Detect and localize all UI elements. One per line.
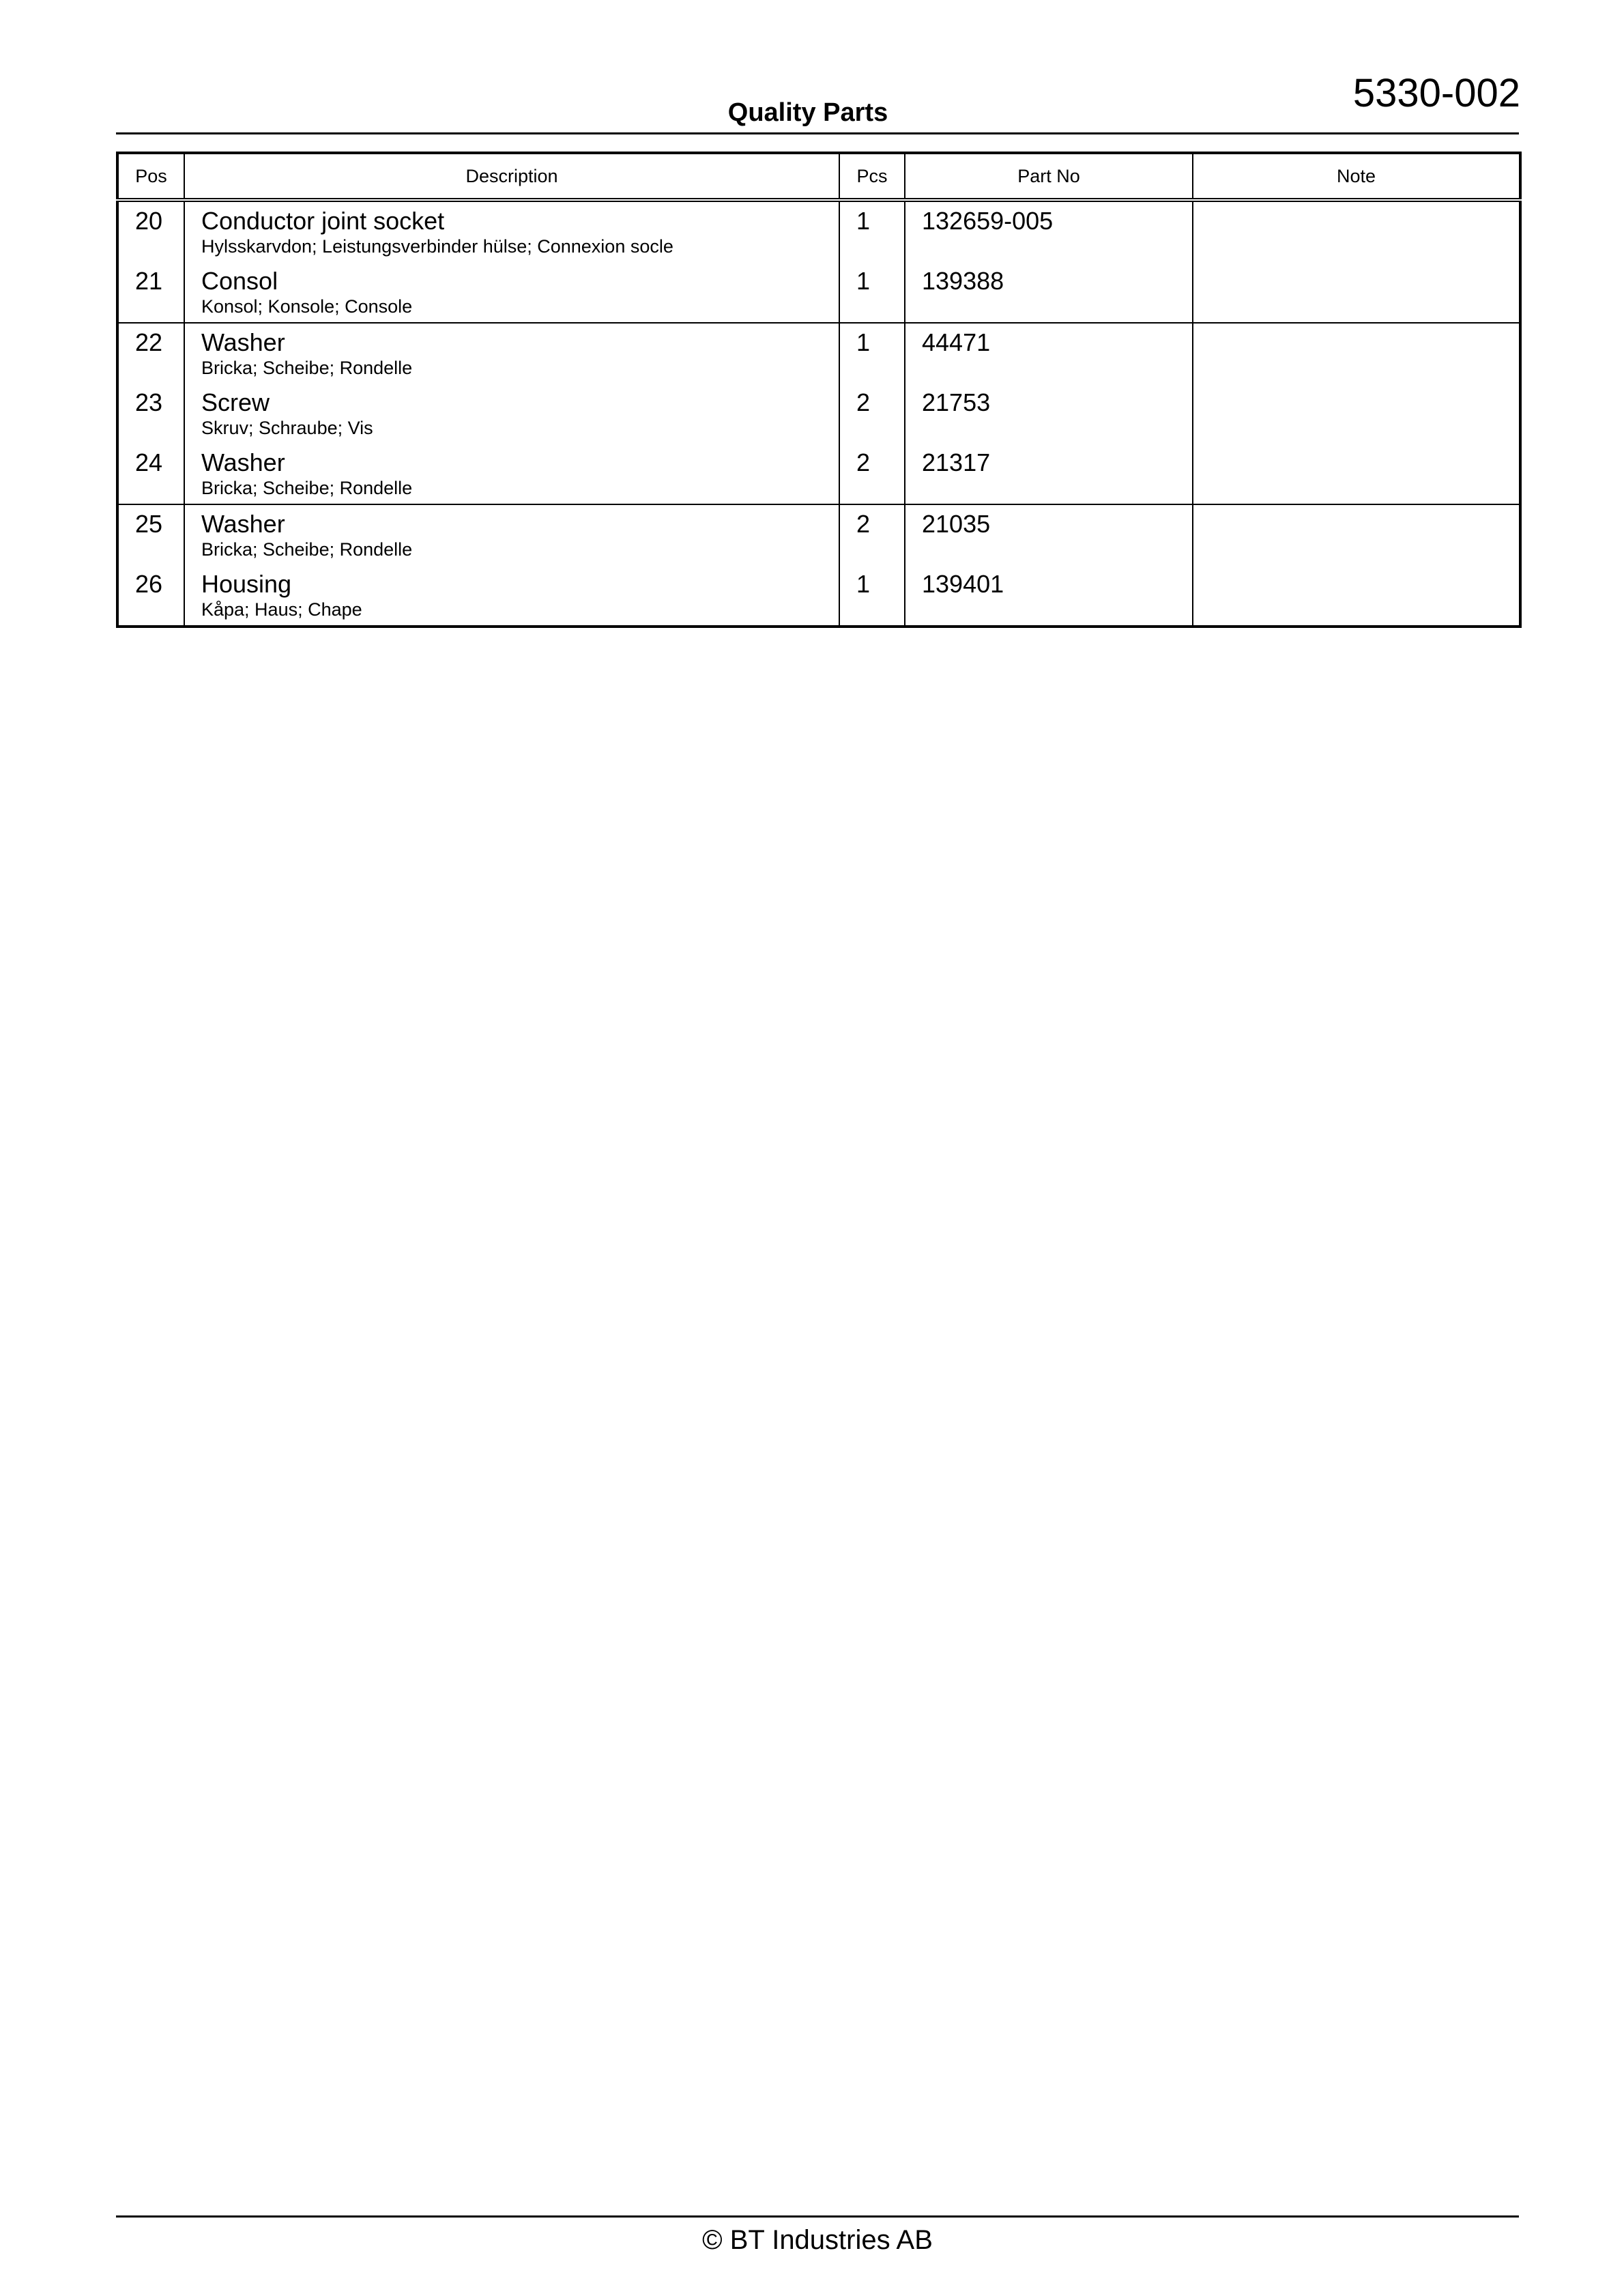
row-translations: Kåpa; Haus; Chape xyxy=(201,599,362,620)
column-header-description: Description xyxy=(184,153,839,200)
row-description: Screw xyxy=(201,388,270,416)
table-row xyxy=(117,384,1520,444)
row-description: Washer xyxy=(201,328,285,356)
row-description: Conductor joint socket xyxy=(201,207,445,235)
row-pcs: 2 xyxy=(856,510,871,538)
row-translations: Bricka; Scheibe; Rondelle xyxy=(201,358,413,378)
row-part-no: 44471 xyxy=(922,328,991,356)
row-translations: Konsol; Konsole; Console xyxy=(201,296,413,317)
row-pcs: 1 xyxy=(856,207,871,235)
row-note xyxy=(1193,384,1519,390)
table-row xyxy=(117,444,1520,504)
row-translations: Hylsskarvdon; Leistungsverbinder hülse; Connexion socle xyxy=(201,236,673,257)
row-note xyxy=(1193,444,1519,450)
row-pos: 24 xyxy=(135,448,163,476)
table-row xyxy=(117,323,1520,384)
table-row xyxy=(117,565,1520,627)
row-note xyxy=(1193,262,1519,269)
parts-table xyxy=(116,152,1522,628)
column-header-part-no: Part No xyxy=(905,153,1193,200)
row-part-no: 132659-005 xyxy=(922,207,1054,235)
row-pos: 20 xyxy=(135,207,163,235)
row-part-no: 139401 xyxy=(922,570,1004,598)
column-header-note: Note xyxy=(1193,153,1520,200)
row-pos: 23 xyxy=(135,388,163,416)
table-row xyxy=(117,504,1520,565)
row-part-no: 21753 xyxy=(922,388,991,416)
table-row xyxy=(117,262,1520,323)
row-note xyxy=(1193,324,1519,330)
page-title: Quality Parts xyxy=(727,98,888,127)
row-translations: Skruv; Schraube; Vis xyxy=(201,418,373,438)
table-row xyxy=(117,200,1520,262)
row-pos: 22 xyxy=(135,328,163,356)
row-pos: 26 xyxy=(135,570,163,598)
row-pcs: 1 xyxy=(856,570,871,598)
table-header-row xyxy=(117,153,1520,200)
row-note xyxy=(1193,202,1519,209)
row-translations: Bricka; Scheibe; Rondelle xyxy=(201,539,413,560)
copyright-footer: © BT Industries AB xyxy=(702,2225,933,2255)
row-description: Washer xyxy=(201,510,285,538)
row-note xyxy=(1193,505,1519,512)
column-header-pcs: Pcs xyxy=(839,153,905,200)
row-part-no: 21317 xyxy=(922,448,991,476)
row-pos: 25 xyxy=(135,510,163,538)
row-part-no: 139388 xyxy=(922,267,1004,295)
document-number: 5330-002 xyxy=(1352,71,1520,115)
row-description: Washer xyxy=(201,448,285,476)
column-header-pos: Pos xyxy=(117,153,184,200)
row-pcs: 1 xyxy=(856,328,871,356)
row-pcs: 1 xyxy=(856,267,871,295)
row-pcs: 2 xyxy=(856,388,871,416)
row-pos: 21 xyxy=(135,267,163,295)
header-divider xyxy=(116,132,1519,134)
row-pcs: 2 xyxy=(856,448,871,476)
row-description: Housing xyxy=(201,570,292,598)
row-description: Consol xyxy=(201,267,278,295)
footer-divider xyxy=(116,2215,1519,2218)
row-translations: Bricka; Scheibe; Rondelle xyxy=(201,478,413,498)
row-part-no: 21035 xyxy=(922,510,991,538)
row-note xyxy=(1193,565,1519,572)
